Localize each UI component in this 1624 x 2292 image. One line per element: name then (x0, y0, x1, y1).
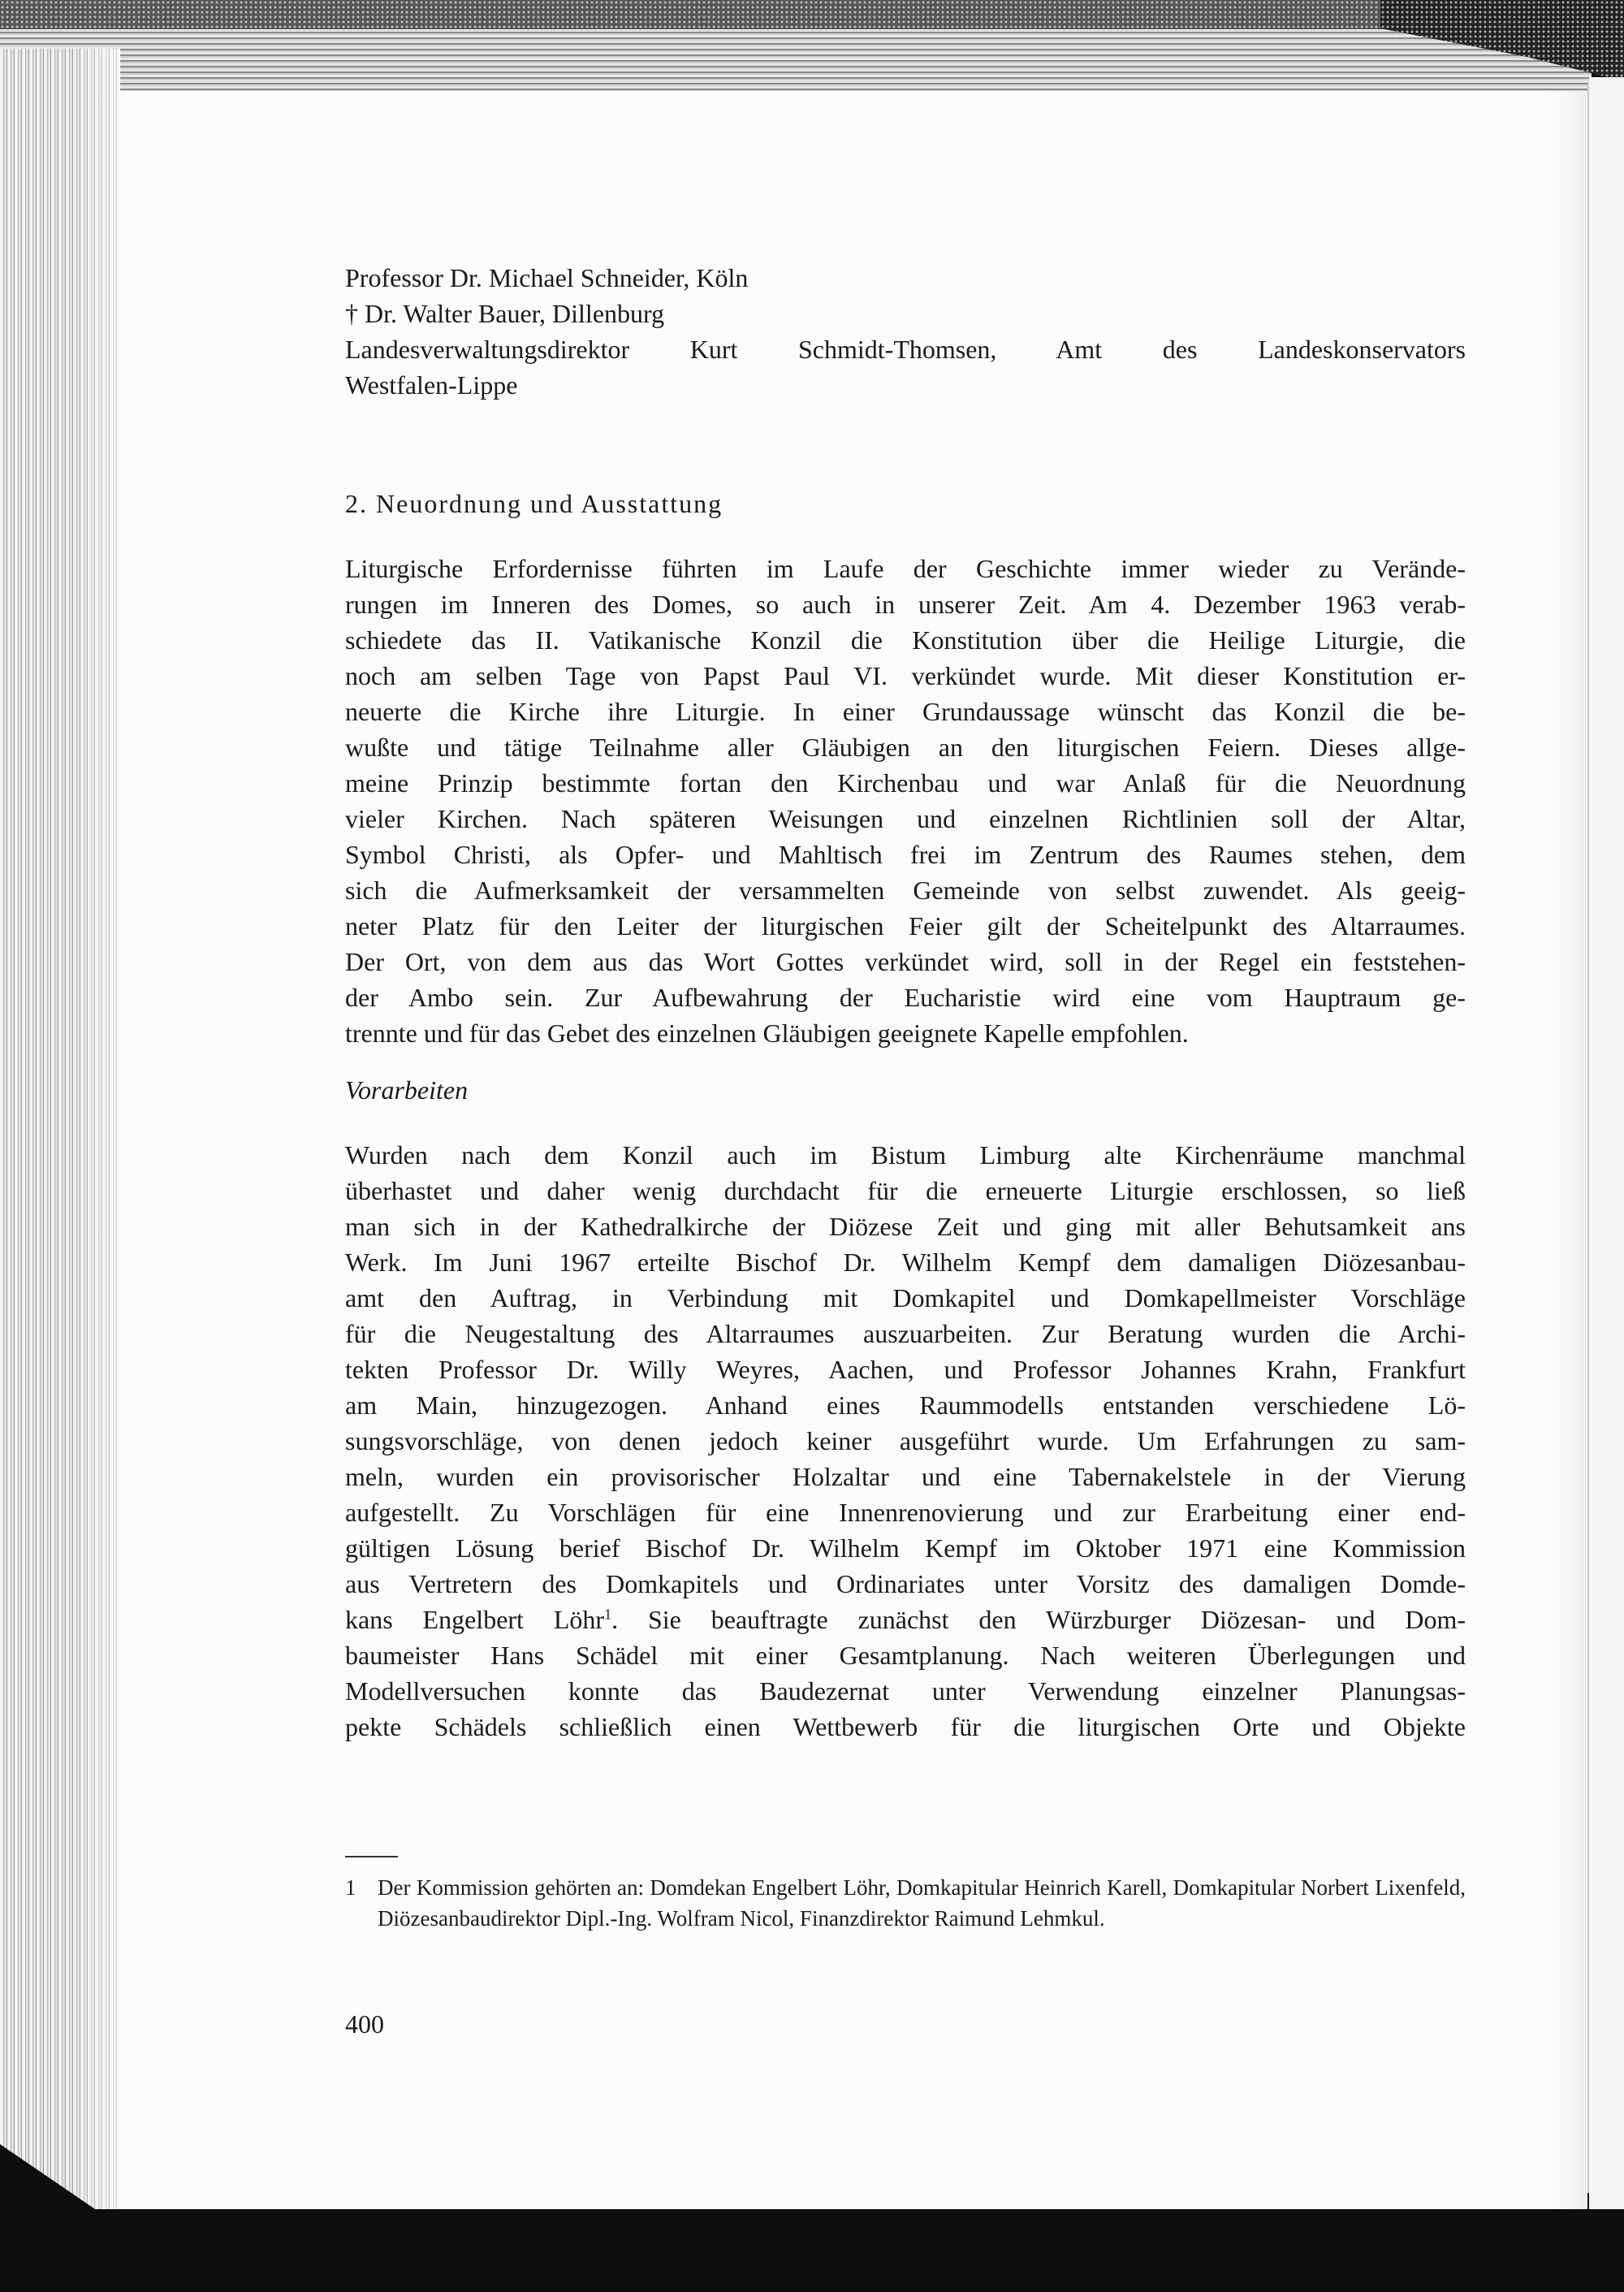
member-line: Westfalen-Lippe (345, 370, 518, 400)
text-line: amt den Auftrag, in Verbindung mit Domkapitel und Domkapellmeister Vorschläge (345, 1283, 1466, 1312)
text-line: Werk. Im Juni 1967 erteilte Bischof Dr. Wilhelm Kempf dem damaligen Diözesanbau- (345, 1248, 1466, 1277)
text-line: Wurden nach dem Konzil auch im Bistum Limburg alte Kirchenräume manchmal (345, 1140, 1466, 1170)
facing-page-edge (1589, 77, 1624, 2229)
page-stack-edges-top (0, 29, 1592, 94)
text-line: trennte und für das Gebet des einzelnen Gläubigen geeignete Kapelle empfohlen. (345, 1018, 1189, 1048)
text-line: neuerte die Kirche ihre Liturgie. In einer Grundaussage wünscht das Konzil die be- (345, 697, 1466, 726)
scan-background-bottom (0, 2209, 1624, 2292)
text-line: aufgestellt. Zu Vorschlägen für eine Innenrenovierung und zur Erarbeitung einer end- (345, 1498, 1466, 1527)
subheading: Vorarbeiten (345, 1075, 469, 1105)
page-content (345, 260, 1466, 2039)
commission-member-list (345, 260, 1466, 403)
page-number: 400 (345, 2009, 384, 2039)
text-line: gültigen Lösung berief Bischof Dr. Wilhelm Kempf im Oktober 1971 eine Kommission (345, 1533, 1466, 1563)
text-line: vieler Kirchen. Nach späteren Weisungen und einzelnen Richtlinien soll der Altar, (345, 804, 1466, 833)
footnote-divider (345, 1856, 398, 1857)
member-line: Landesverwaltungsdirektor Kurt Schmidt-Thomsen, Amt des Landeskonservators (345, 335, 1466, 364)
footnote-number: 1 (345, 1875, 356, 1900)
member-line: † Dr. Walter Bauer, Dillenburg (345, 299, 665, 328)
text-line: wußte und tätige Teilnahme aller Gläubigen an den liturgischen Feiern. Dieses allge- (345, 733, 1466, 762)
text-fragment: Sie beauftragte zunächst den Würzburger Diözesan- und Dom- (647, 1605, 1466, 1634)
text-line: schiedete das II. Vatikanische Konzil die Konstitution über die Heilige Liturgie, die (345, 625, 1466, 655)
member-line: Professor Dr. Michael Schneider, Köln (345, 263, 749, 292)
text-line: aus Vertretern des Domkapitels und Ordinariates unter Vorsitz des damaligen Domde- (345, 1569, 1466, 1598)
text-line: der Ambo sein. Zur Aufbewahrung der Eucharistie wird eine vom Hauptraum ge- (345, 983, 1466, 1012)
text-line: überhastet und daher wenig durchdacht für die erneuerte Liturgie erschlossen, so ließ (345, 1176, 1466, 1205)
text-line: sich die Aufmerksamkeit der versammelten Gemeinde von selbst zuwendet. Als geeig- (345, 876, 1466, 905)
footnote-reference[interactable]: 1 (604, 1606, 612, 1623)
text-line: Liturgische Erfordernisse führten im Laufe der Geschichte immer wieder zu Verände- (345, 554, 1466, 583)
text-line: am Main, hinzugezogen. Anhand eines Raummodells entstanden verschiedene Lö- (345, 1390, 1466, 1420)
text-line: meine Prinzip bestimmte fortan den Kirchenbau und war Anlaß für die Neuordnung (345, 768, 1466, 798)
text-line: Modellversuchen konnte das Baudezernat unter Verwendung einzelner Planungsas- (345, 1676, 1466, 1706)
text-line-with-footnote: kans Engelbert Löhr$^1$. Sie beauftragte zunächst den Würzburger Diözesan- und Dom- (345, 1605, 1466, 1634)
footnote-text: Der Kommission gehörten an: Domdekan Engelbert Löhr, Domkapitular Heinrich Karell, Domkapitular Norbert Lixenfeld, Diözesanbaudirektor Dipl.-Ing. Wolfram Nicol, Finanzdirektor Raimund Lehmkul. (378, 1875, 1466, 1931)
text-line: noch am selben Tage von Papst Paul VI. verkündet wurde. Mit dieser Konstitution er- (345, 661, 1466, 690)
text-fragment: kans Engelbert Löhr (345, 1605, 605, 1634)
paragraph-preparations (345, 1137, 1466, 1745)
gutter-line (1587, 81, 1589, 2193)
text-line: sungsvorschläge, von denen jedoch keiner ausgeführt wurde. Um Erfahrungen zu sam- (345, 1426, 1466, 1455)
footnote (345, 1872, 1466, 1934)
text-line: Der Ort, von dem aus das Wort Gottes verkündet wird, soll in der Regel ein feststehen- (345, 947, 1466, 976)
text-line: für die Neugestaltung des Altarraumes auszuarbeiten. Zur Beratung wurden die Archi- (345, 1319, 1466, 1348)
text-line: meln, wurden ein provisorischer Holzaltar und eine Tabernakelstele in der Vierung (345, 1462, 1466, 1491)
section-title: 2. Neuordnung und Ausstattung (345, 489, 723, 518)
text-line: man sich in der Kathedralkirche der Diözese Zeit und ging mit aller Behutsamkeit ans (345, 1212, 1466, 1241)
text-line: Symbol Christi, als Opfer- und Mahltisch frei im Zentrum des Raumes stehen, dem (345, 840, 1466, 869)
text-line: tekten Professor Dr. Willy Weyres, Aachen, und Professor Johannes Krahn, Frankfurt (345, 1355, 1466, 1384)
text-line: pekte Schädels schließlich einen Wettbewerb für die liturgischen Orte und Objekte (345, 1712, 1466, 1741)
page-stack-shade (0, 49, 120, 2258)
text-line: rungen im Inneren des Domes, so auch in unserer Zeit. Am 4. Dezember 1963 verab- (345, 590, 1466, 619)
text-line: neter Platz für den Leiter der liturgischen Feier gilt der Scheitelpunkt des Altarraumes. (345, 911, 1466, 941)
text-line: baumeister Hans Schädel mit einer Gesamtplanung. Nach weiteren Überlegungen und (345, 1641, 1466, 1670)
paragraph-liturgy (345, 551, 1466, 1051)
